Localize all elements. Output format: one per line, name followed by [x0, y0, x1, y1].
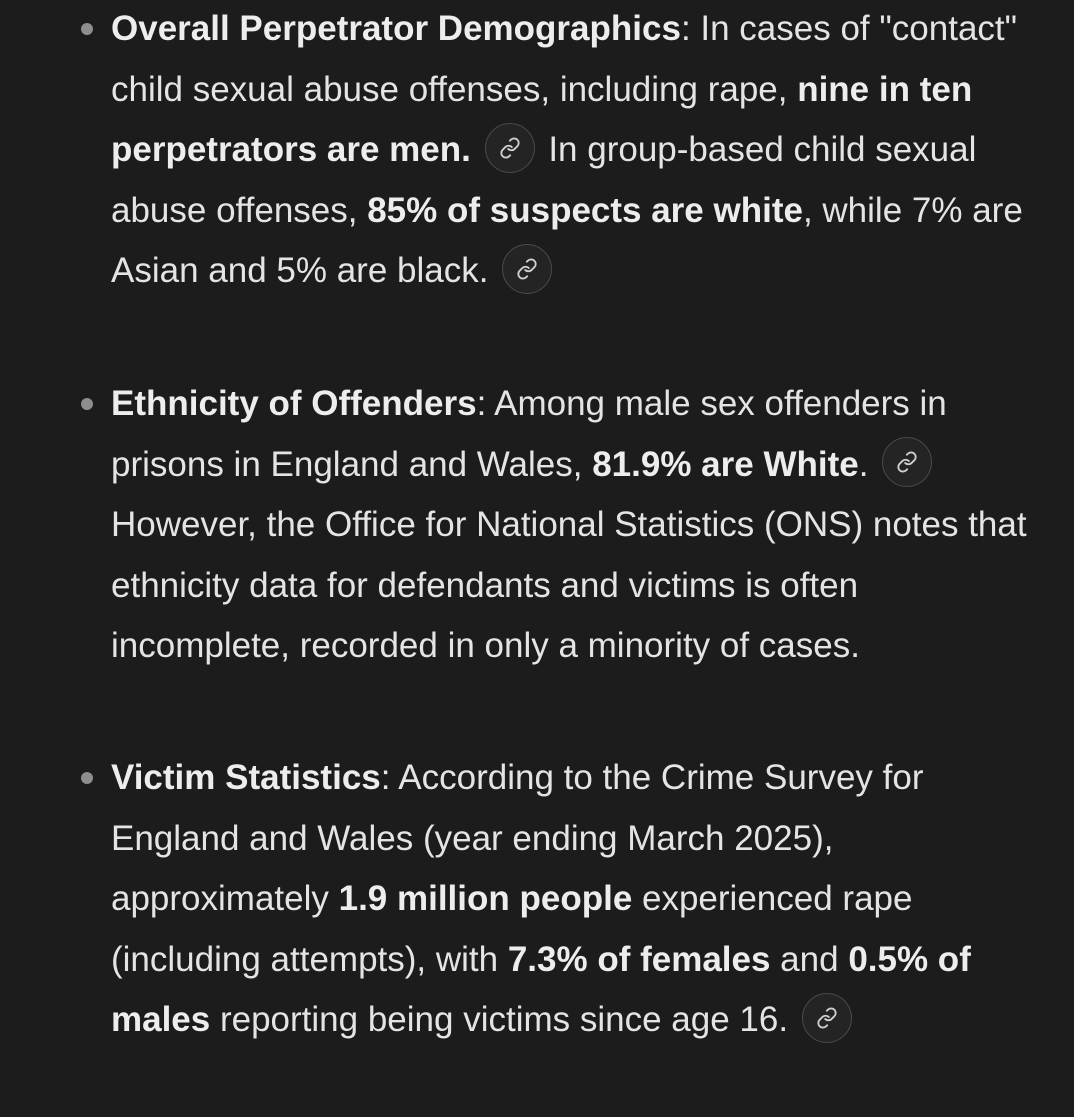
bullet-dot	[81, 23, 93, 35]
link-icon	[516, 258, 538, 280]
bullet-text: : In cases of "contact" child sexual abuse offenses, including rape,	[111, 9, 1018, 109]
list-item-perpetrator-demographics	[111, 0, 1041, 302]
citation-link-button[interactable]	[802, 993, 852, 1043]
bullet-emphasis: 1.9 million people	[338, 879, 633, 918]
bullet-text: : According to the Crime Survey for England and Wales (year ending March 2025), approximately	[111, 758, 924, 918]
bullet-emphasis: 7.3% of females	[507, 939, 771, 979]
bullet-emphasis: 85% of suspects are white	[367, 190, 803, 230]
citation-link-button[interactable]	[485, 123, 535, 173]
bullet-emphasis: nine in ten perpetrators are men.	[111, 69, 973, 169]
citation-link-button[interactable]	[882, 437, 932, 487]
citation-link-button[interactable]	[502, 244, 552, 294]
bullet-text: However, the Office for National Statistics (ONS) notes that ethnicity data for defendants and victims is often incomplete, recorded in only a minority of cases.	[111, 505, 1027, 665]
bullet-text: : Among male sex offenders in prisons in England and Wales,	[111, 384, 947, 484]
bullet-emphasis: 81.9% are White	[592, 444, 859, 484]
bullet-text: and	[770, 939, 849, 979]
bullet-dot	[81, 398, 93, 410]
list-item-ethnicity-offenders	[111, 374, 1041, 677]
bullet-text: In group-based child sexual abuse offenses,	[111, 130, 977, 230]
link-icon	[896, 451, 918, 473]
bullet-title: Victim Statistics	[111, 758, 381, 797]
link-icon	[499, 137, 521, 159]
bullet-text: experienced rape (including attempts), with	[111, 879, 913, 979]
bullet-text: , while 7% are Asian and 5% are black.	[111, 190, 1023, 290]
bullet-dot	[81, 772, 93, 784]
bullet-text: reporting being victims since age 16.	[210, 1000, 798, 1039]
link-icon	[816, 1007, 838, 1029]
list-item-victim-statistics	[111, 748, 1041, 1051]
bullet-emphasis: 0.5% of males	[111, 939, 971, 1039]
bullet-title: Ethnicity of Offenders	[111, 384, 477, 423]
bullet-text: .	[858, 444, 879, 484]
bullet-title: Overall Perpetrator Demographics	[111, 9, 681, 48]
